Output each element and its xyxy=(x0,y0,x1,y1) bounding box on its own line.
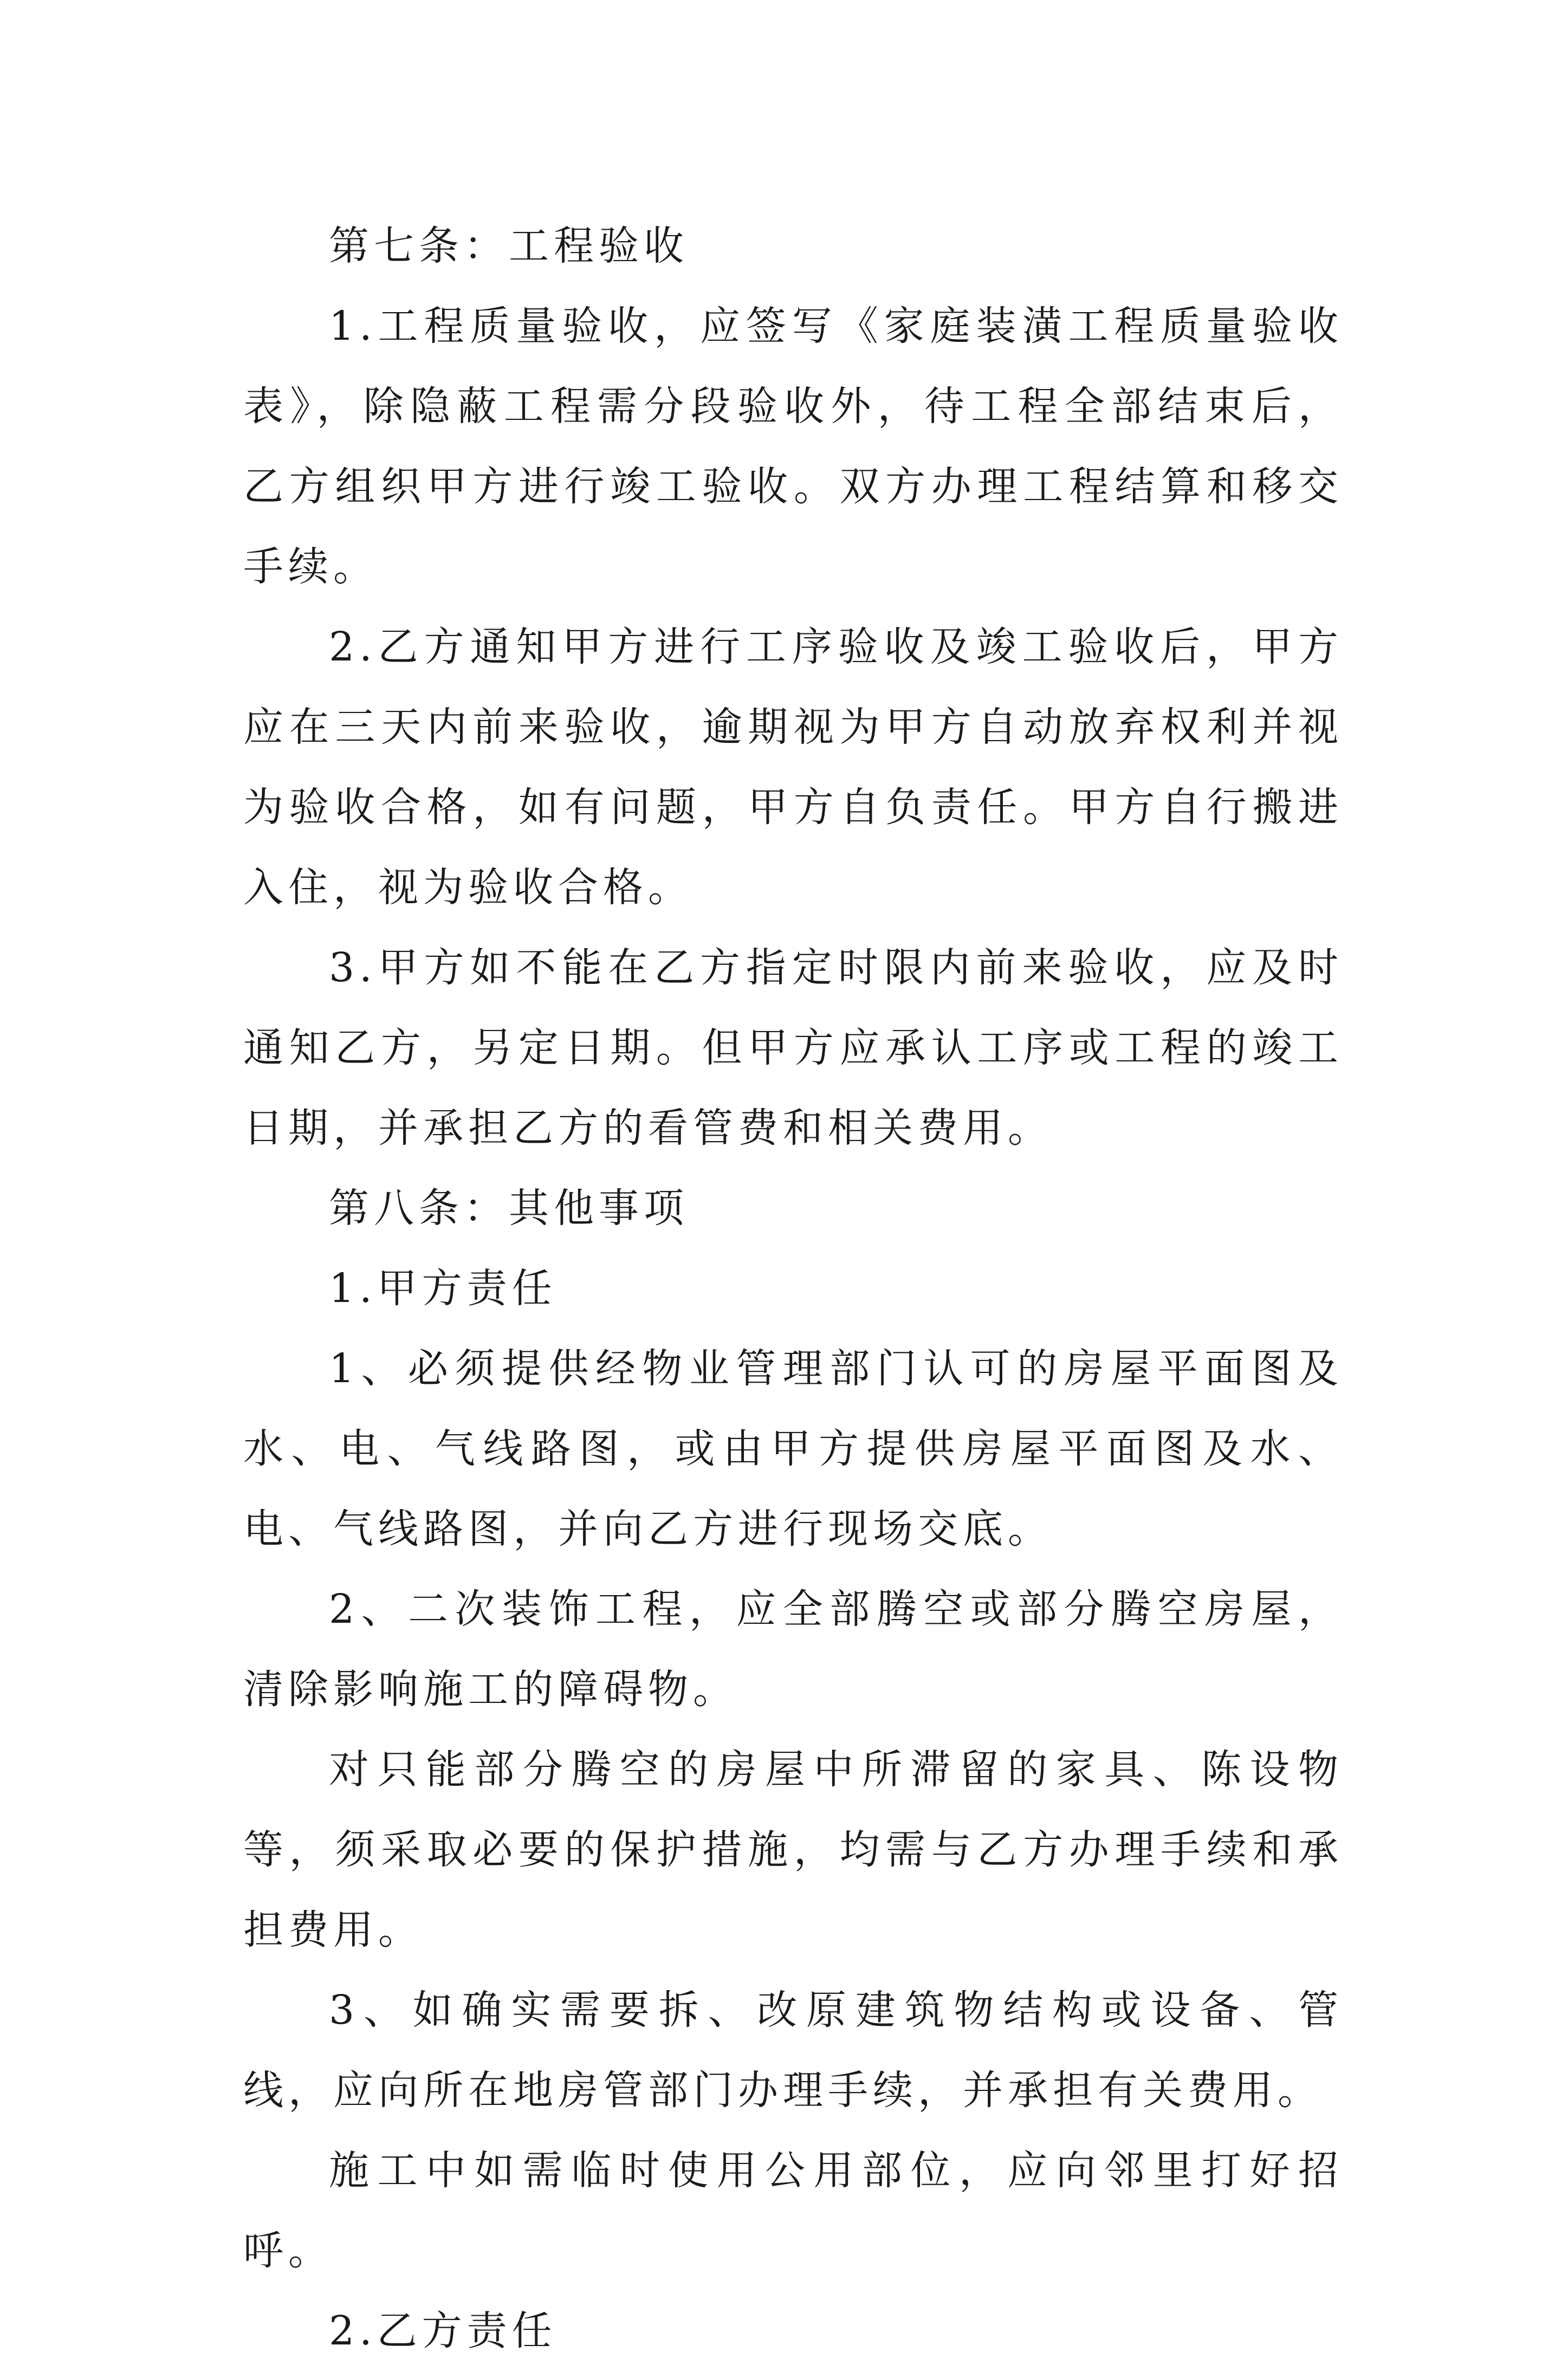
article-8-heading: 第八条：其他事项 xyxy=(329,1185,689,1232)
article-7-heading: 第七条：工程验收 xyxy=(329,223,689,269)
party-a-item-3: 3、如确实需要拆、改原建筑物结构或设备、管线，应向所在地房管部门办理手续，并承担有关费用。 xyxy=(243,1987,1343,2114)
party-a-item-3-note: 施工中如需临时使用公用部位，应向邻里打好招呼。 xyxy=(243,2147,1343,2274)
clause-7-3: 3.甲方如不能在乙方指定时限内前来验收，应及时通知乙方，另定日期。但甲方应承认工序或工程的竣工日期，并承担乙方的看管费和相关费用。 xyxy=(243,944,1343,1151)
party-a-responsibility-heading: 1.甲方责任 xyxy=(329,1265,557,1312)
party-b-responsibility-heading: 2.乙方责任 xyxy=(329,2308,557,2354)
clause-7-1: 1.工程质量验收，应签写《家庭装潢工程质量验收表》，除隐蔽工程需分段验收外，待工程全部结束后，乙方组织甲方进行竣工验收。双方办理工程结算和移交手续。 xyxy=(243,303,1343,590)
document-page xyxy=(243,206,1343,2371)
party-a-item-2-note: 对只能部分腾空的房屋中所滞留的家具、陈设物等，须采取必要的保护措施，均需与乙方办理手续和承担费用。 xyxy=(243,1746,1343,1953)
clause-7-2: 2.乙方通知甲方进行工序验收及竣工验收后，甲方应在三天内前来验收，逾期视为甲方自动放弃权利并视为验收合格，如有问题，甲方自负责任。甲方自行搬进入住，视为验收合格。 xyxy=(243,624,1343,911)
party-a-item-1: 1、必须提供经物业管理部门认可的房屋平面图及水、电、气线路图，或由甲方提供房屋平面图及水、电、气线路图，并向乙方进行现场交底。 xyxy=(243,1345,1343,1552)
party-a-item-2: 2、二次装饰工程，应全部腾空或部分腾空房屋，清除影响施工的障碍物。 xyxy=(243,1586,1343,1713)
